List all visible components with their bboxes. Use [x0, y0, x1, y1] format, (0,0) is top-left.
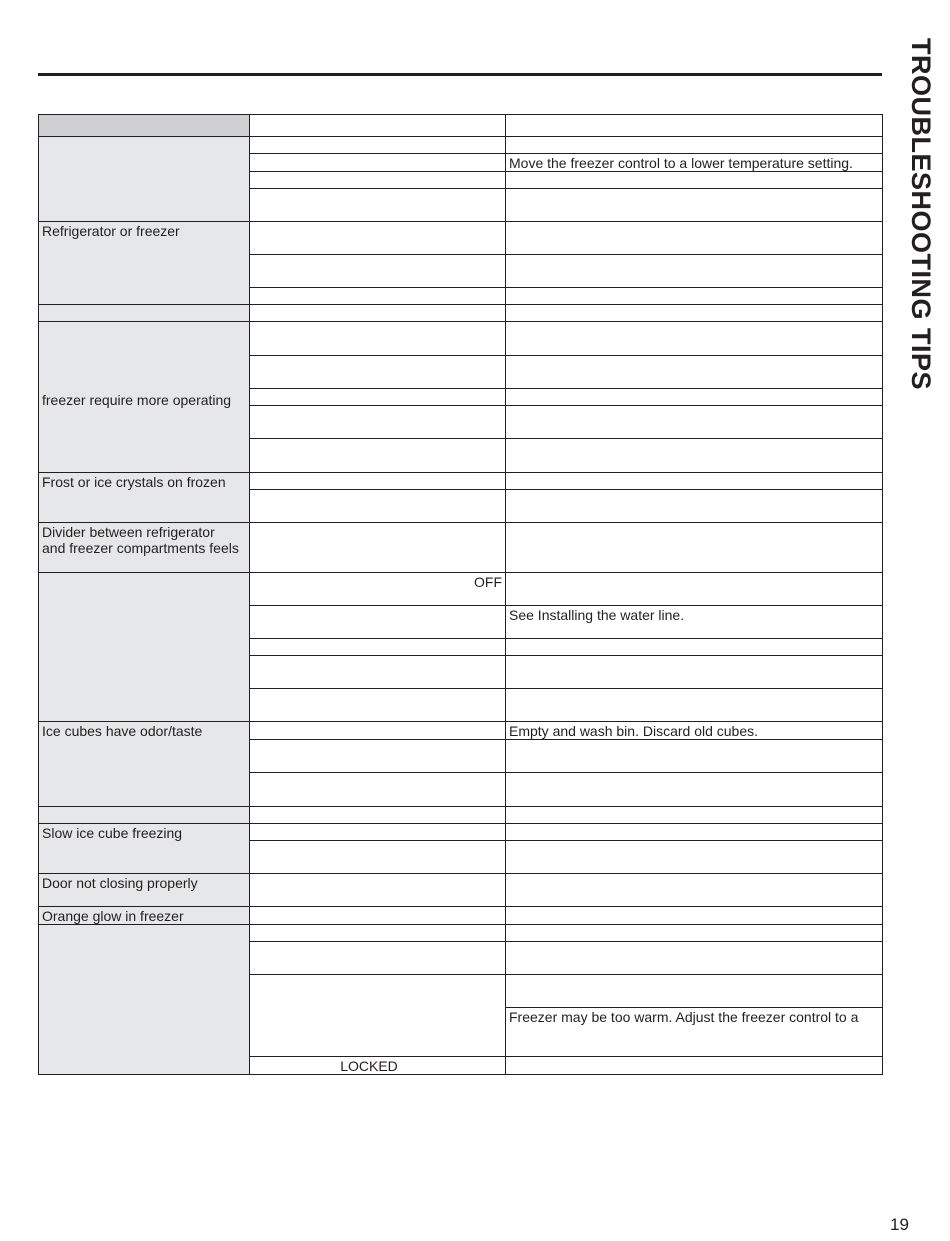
problem-cell — [39, 573, 250, 722]
problem-cell: Door not closing properly — [39, 874, 250, 907]
table-row — [39, 473, 883, 490]
problem-cell — [39, 137, 250, 222]
page-number: 19 — [890, 1215, 909, 1234]
header-rule — [38, 73, 882, 76]
table-row — [39, 925, 883, 942]
table-row — [39, 722, 883, 740]
problem-cell — [39, 305, 250, 322]
problem-cell: Slow ice cube freezing — [39, 824, 250, 874]
problem-cell — [39, 925, 250, 1075]
header-solution — [506, 115, 883, 137]
problem-cell — [39, 807, 250, 824]
solution-cell: See Installing the water line. — [506, 606, 883, 639]
header-problem — [39, 115, 250, 137]
problem-cell: Ice cubes have odor/taste — [39, 722, 250, 807]
table-row — [39, 874, 883, 907]
problem-cell: Refrigerator or freezer — [39, 222, 250, 305]
table-row — [39, 222, 883, 255]
table-row — [39, 807, 883, 824]
problem-cell: Orange glow in freezer — [39, 907, 250, 925]
solution-cell: Freezer may be too warm. Adjust the freezer control to a — [506, 1008, 883, 1057]
problem-cell: Frost or ice crystals on frozen — [39, 473, 250, 523]
troubleshooting-table — [38, 114, 883, 1075]
side-title: TROUBLESHOOTING TIPS — [906, 38, 936, 391]
table-row — [39, 305, 883, 322]
table-row — [39, 907, 883, 925]
problem-cell: Divider between refrigerator and freezer compartments feels — [39, 523, 250, 573]
header-cause — [250, 115, 506, 137]
table-row — [39, 824, 883, 841]
problem-cell: freezer require more operating — [39, 322, 250, 473]
table-row — [39, 523, 883, 573]
table-row — [39, 322, 883, 356]
table-row — [39, 573, 883, 606]
cause-cell: OFF — [250, 573, 506, 606]
table-header — [39, 115, 883, 137]
solution-cell: Empty and wash bin. Discard old cubes. — [506, 722, 883, 740]
table-row — [39, 137, 883, 154]
cause-cell: LOCKED — [250, 1057, 506, 1075]
solution-cell: Move the freezer control to a lower temperature setting. — [506, 154, 883, 172]
